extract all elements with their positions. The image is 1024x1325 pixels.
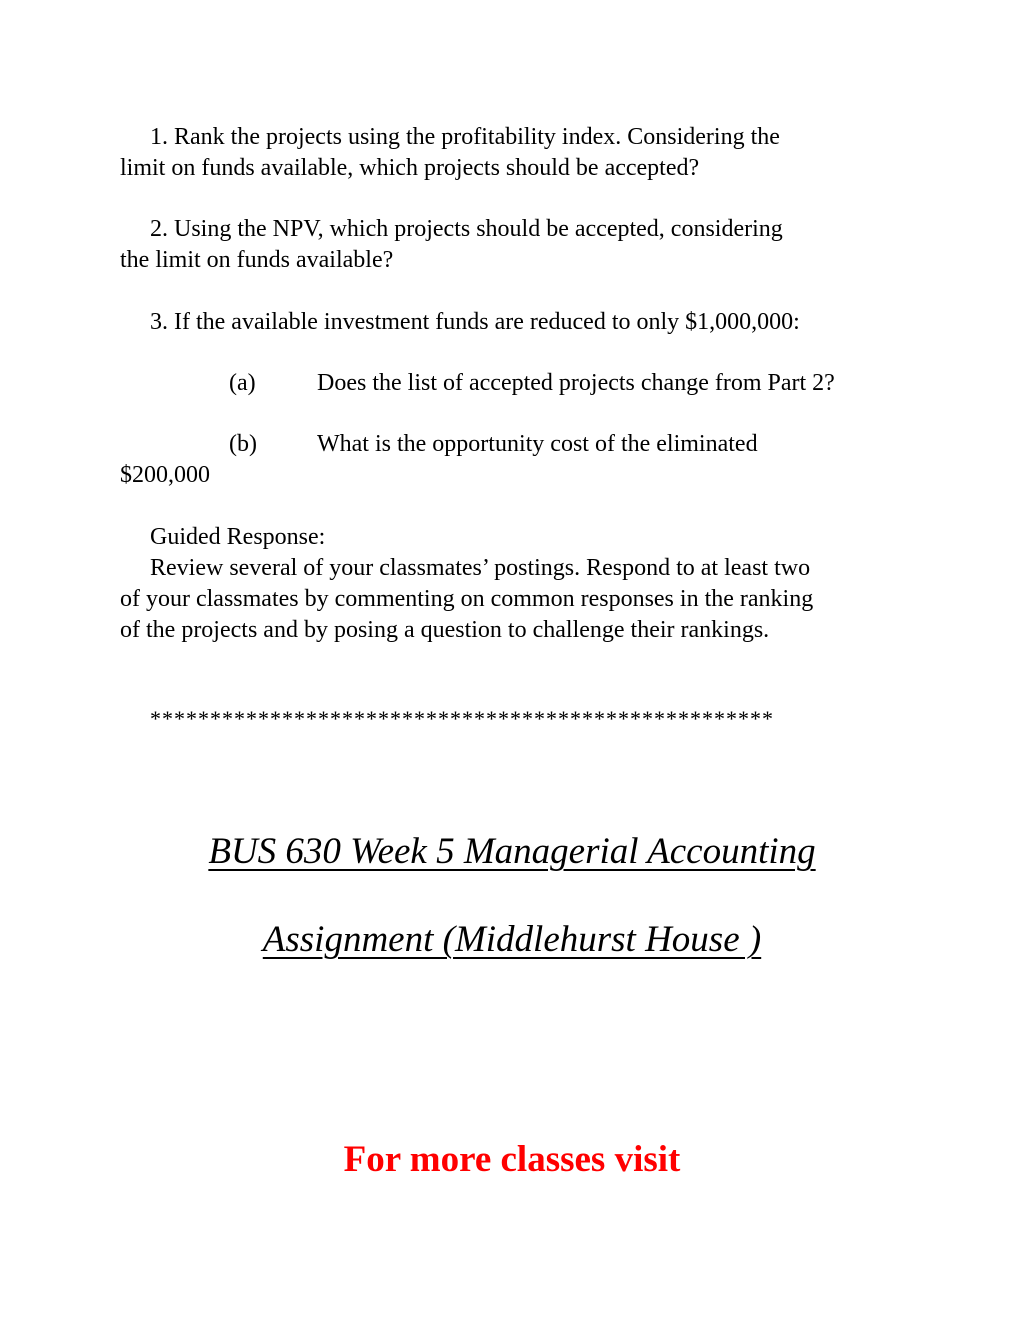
question-3a-label: (a) [229,370,256,396]
question-3b-line-2: $200,000 [120,462,210,488]
question-3b-text: What is the opportunity cost of the eliminated [317,431,758,457]
question-3b-label: (b) [229,431,257,457]
question-2-line-1: 2. Using the NPV, which projects should be accepted, considering [150,216,783,242]
question-3a-text: Does the list of accepted projects change from Part 2? [317,370,835,396]
question-3b [229,429,758,460]
question-3-line-1: 3. If the available investment funds are reduced to only $1,000,000: [150,309,800,335]
guided-response-line-3: of the projects and by posing a question to challenge their rankings. [120,617,770,643]
assignment-title-line-1: BUS 630 Week 5 Managerial Accounting [208,831,816,872]
guided-response-heading: Guided Response: [150,524,326,550]
more-classes-heading: For more classes visit [343,1139,681,1180]
guided-response-line-2: of your classmates by commenting on common responses in the ranking [120,586,814,612]
question-1-line-1: 1. Rank the projects using the profitability index. Considering the [150,124,780,150]
assignment-title-line-2: Assignment (Middlehurst House ) [262,919,762,960]
question-2-line-2: the limit on funds available? [120,247,394,273]
separator-line: **************************************************** [150,706,774,731]
question-1-line-2: limit on funds available, which projects should be accepted? [120,155,700,181]
guided-response-line-1: Review several of your classmates’ postings. Respond to at least two [150,555,811,581]
question-3a [229,368,835,399]
